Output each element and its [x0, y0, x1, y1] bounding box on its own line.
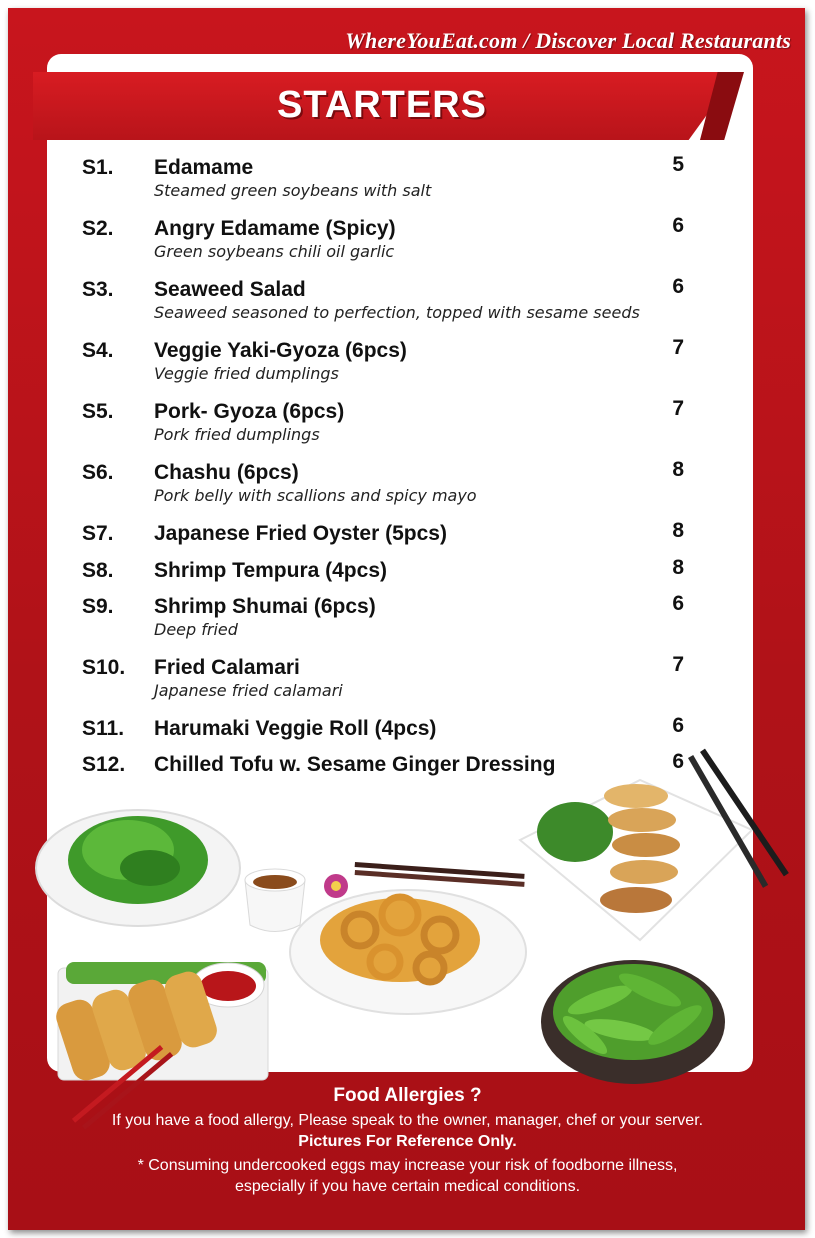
- item-code: S6.: [82, 461, 114, 484]
- item-code: S2.: [82, 217, 114, 240]
- warning-line-2: especially if you have certain medical conditions.: [234, 1178, 581, 1195]
- item-price: 6: [672, 750, 684, 773]
- item-name: Shrimp Shumai (6pcs): [154, 595, 376, 618]
- item-price: 8: [672, 519, 684, 542]
- item-code: S5.: [82, 400, 114, 423]
- item-description: Deep fried: [154, 620, 238, 639]
- item-name: Harumaki Veggie Roll (4pcs): [154, 717, 437, 740]
- item-description: Steamed green soybeans with salt: [154, 181, 432, 200]
- item-code: S9.: [82, 595, 114, 618]
- item-name: Veggie Yaki-Gyoza (6pcs): [154, 339, 407, 362]
- item-name: Edamame: [154, 156, 254, 179]
- item-name: Chilled Tofu w. Sesame Ginger Dressing: [154, 753, 556, 776]
- item-description: Green soybeans chili oil garlic: [154, 242, 395, 261]
- seaweed-salad-photo: [36, 810, 240, 926]
- item-code: S11.: [82, 717, 125, 740]
- fried-calamari-photo: [290, 890, 526, 1014]
- item-price: 7: [672, 336, 684, 359]
- item-code: S10.: [82, 656, 126, 679]
- item-name: Seaweed Salad: [154, 278, 306, 301]
- item-code: S8.: [82, 559, 114, 582]
- warning-line-1: * Consuming undercooked eggs may increase your risk of foodborne illness,: [137, 1157, 678, 1174]
- site-watermark: WhereYouEat.com / Discover Local Restaurants: [345, 28, 791, 53]
- item-code: S12.: [82, 753, 126, 776]
- item-name: Angry Edamame (Spicy): [154, 217, 396, 240]
- item-description: Japanese fried calamari: [154, 681, 343, 700]
- item-code: S3.: [82, 278, 114, 301]
- item-description: Veggie fried dumplings: [154, 364, 339, 383]
- allergy-text: If you have a food allergy, Please speak to the owner, manager, chef or your server.: [111, 1112, 704, 1129]
- item-price: 8: [672, 458, 684, 481]
- sauce-cup-photo: [245, 869, 305, 932]
- item-name: Japanese Fried Oyster (5pcs): [154, 522, 447, 545]
- allergy-title: Food Allergies ?: [333, 1085, 482, 1106]
- item-code: S1.: [82, 156, 114, 179]
- item-name: Pork- Gyoza (6pcs): [154, 400, 345, 423]
- chopsticks-photo: [355, 862, 525, 887]
- orchid-photo: [324, 874, 348, 898]
- item-name: Shrimp Tempura (4pcs): [154, 559, 387, 582]
- item-price: 6: [672, 592, 684, 615]
- edamame-bowl-photo: [541, 960, 725, 1084]
- item-price: 6: [672, 275, 684, 298]
- item-price: 6: [672, 214, 684, 237]
- item-name: Fried Calamari: [154, 656, 300, 679]
- section-title: STARTERS: [277, 84, 487, 126]
- item-price: 7: [672, 397, 684, 420]
- item-name: Chashu (6pcs): [154, 461, 299, 484]
- gyoza-photo: [520, 749, 789, 940]
- item-code: S7.: [82, 522, 114, 545]
- item-price: 6: [672, 714, 684, 737]
- item-price: 5: [672, 153, 684, 176]
- item-description: Seaweed seasoned to perfection, topped with sesame seeds: [154, 303, 640, 322]
- item-price: 7: [672, 653, 684, 676]
- item-code: S4.: [82, 339, 114, 362]
- item-description: Pork fried dumplings: [154, 425, 320, 444]
- reference-note: Pictures For Reference Only.: [298, 1133, 517, 1150]
- item-description: Pork belly with scallions and spicy mayo: [154, 486, 477, 505]
- item-price: 8: [672, 556, 684, 579]
